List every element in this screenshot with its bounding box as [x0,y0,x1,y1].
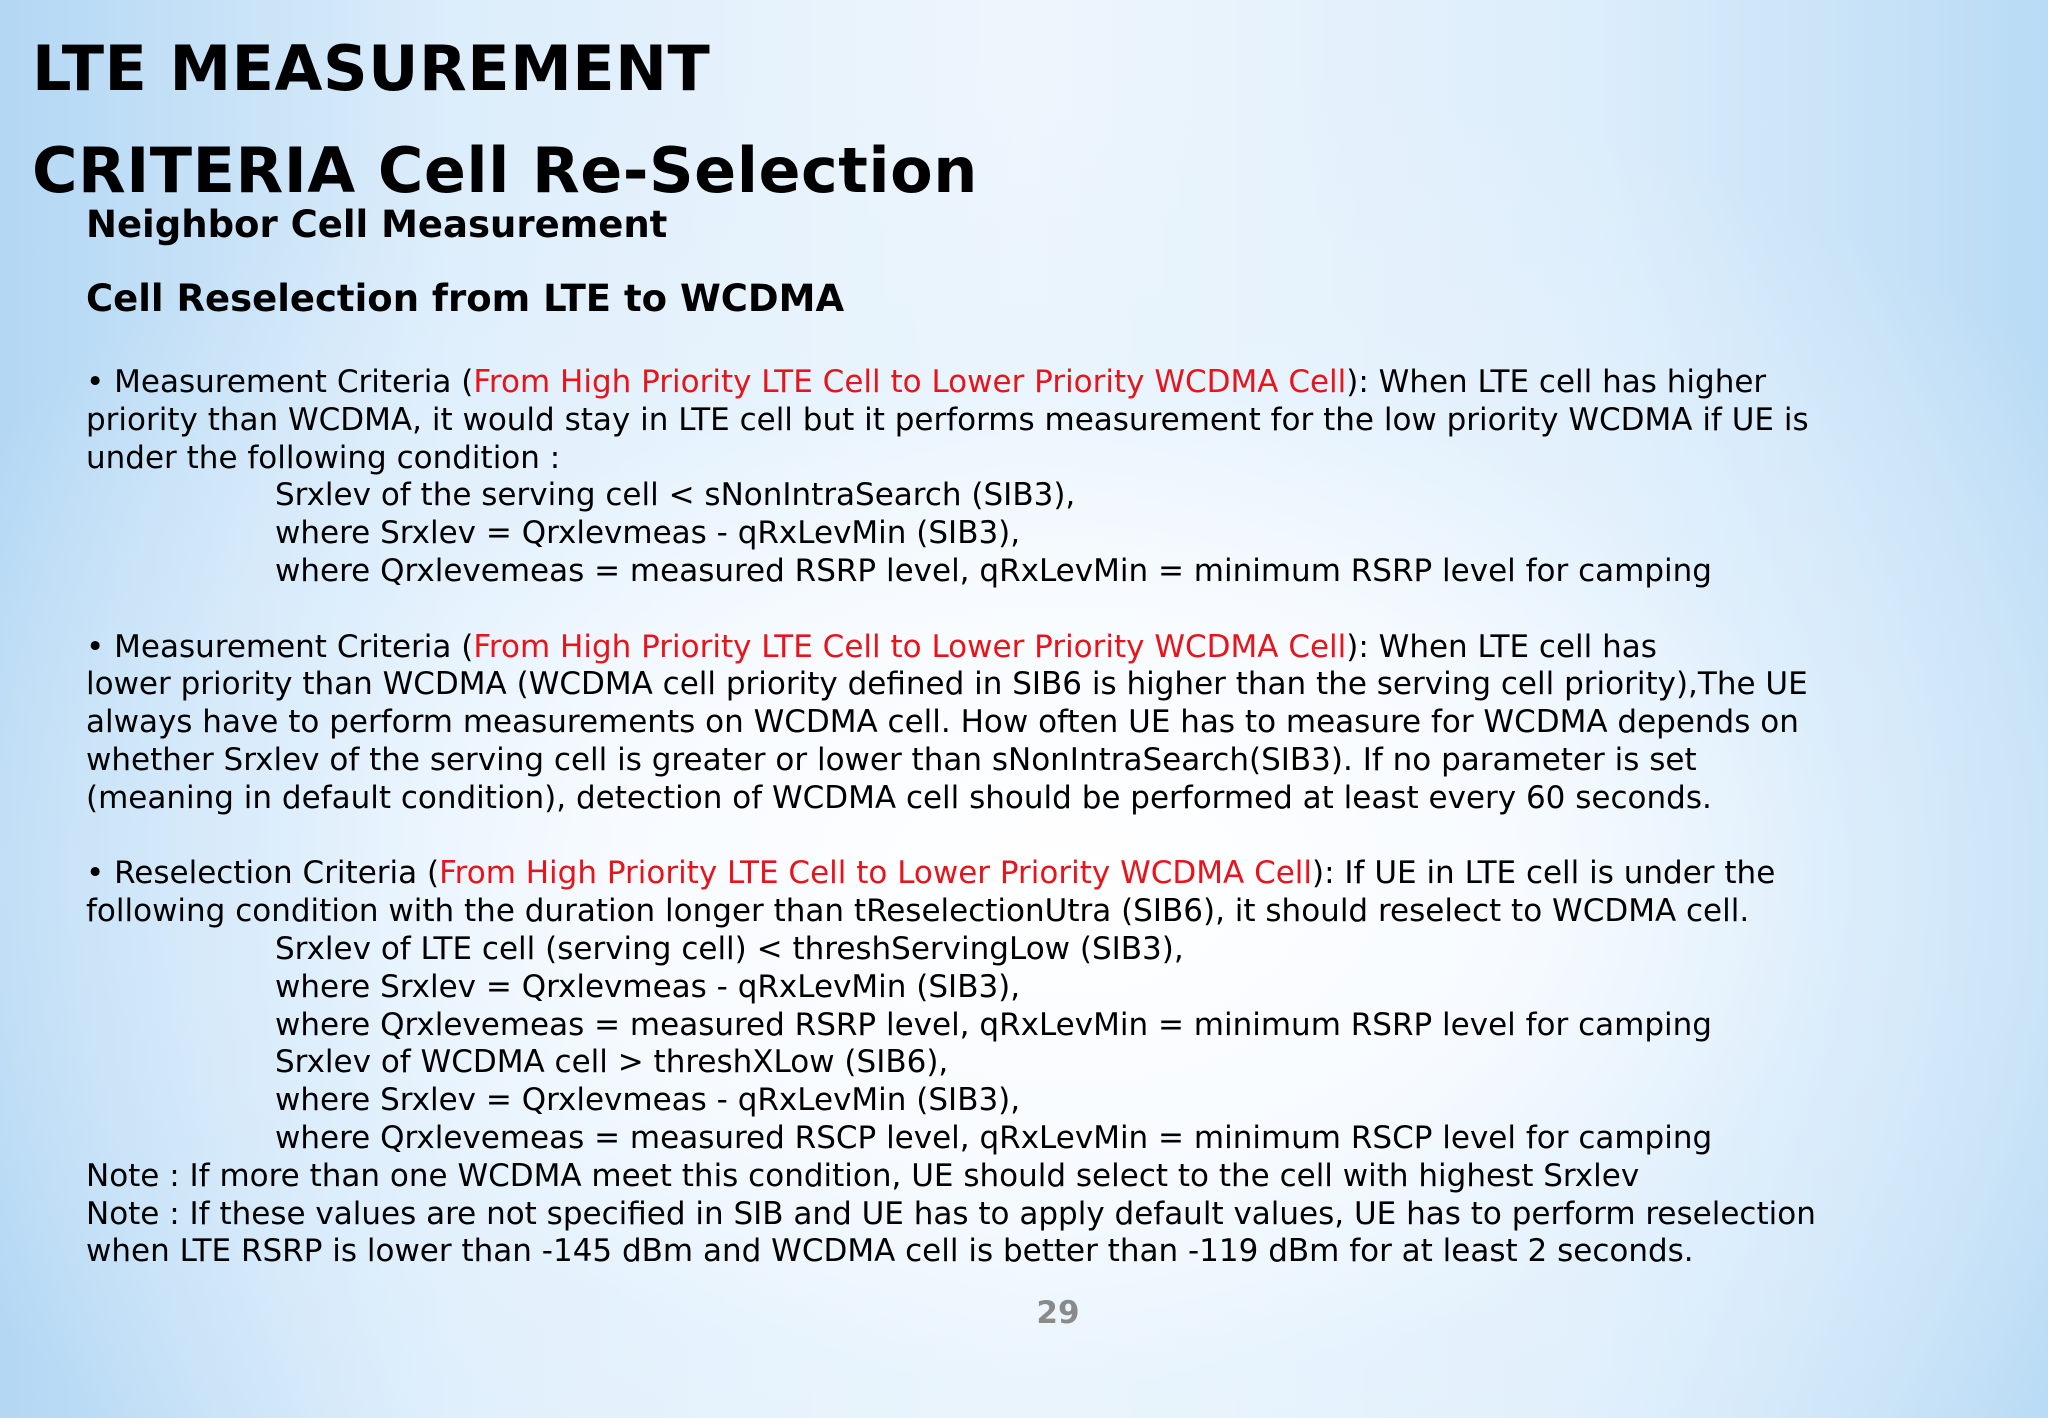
bullet-text: ): If UE in LTE cell is under the [1312,855,1776,892]
condition-line: Srxlev of WCDMA cell > threshXLow (SIB6), [275,1044,949,1081]
condition-line: where Qrxlevemeas = measured RSRP level, qRxLevMin = minimum RSRP level for camping [275,552,1712,589]
condition-line: Srxlev of the serving cell < sNonIntraSearch (SIB3), [275,477,1076,514]
text-line: (meaning in default condition), detection of WCDMA cell should be performed at least every 60 seconds. [86,779,1712,816]
bullet-line [86,855,2026,893]
text-line: whether Srxlev of the serving cell is greater or lower than sNonIntraSearch(SIB3). If no parameter is set [86,741,1697,778]
page-number: 29 [1036,1295,1080,1331]
condition-line: where Qrxlevemeas = measured RSCP level, qRxLevMin = minimum RSCP level for camping [275,1119,1713,1156]
slide-title-line-1: LTE MEASUREMENT [32,32,711,105]
bullet-text: ): When LTE cell has [1346,628,1657,665]
text-line: priority than WCDMA, it would stay in LTE cell but it performs measurement for the low priority WCDMA if UE is [86,401,1809,438]
spacer [86,591,2026,629]
note-line: Note : If these values are not specified in SIB and UE has to apply default values, UE has to perform reselection [86,1195,1816,1232]
bullet-reselection-criteria [86,855,2026,1271]
text-line: following condition with the duration longer than tReselectionUtra (SIB6), it should reselect to WCDMA cell. [86,893,1750,930]
slide-title-line-2: CRITERIA Cell Re-Selection [32,134,978,207]
text-line: under the following condition : [86,439,561,476]
condition-line: where Qrxlevemeas = measured RSRP level, qRxLevMin = minimum RSRP level for camping [275,1006,1712,1043]
note-line: Note : If more than one WCDMA meet this condition, UE should select to the cell with highest Srxlev [86,1157,1640,1194]
subtitle-cell-reselection: Cell Reselection from LTE to WCDMA [86,277,845,320]
condition-line: where Srxlev = Qrxlevmeas - qRxLevMin (SIB3), [275,515,1021,552]
text-line: always have to perform measurements on WCDMA cell. How often UE has to measure for WCDMA depends on [86,704,1799,741]
bullet-text: ): When LTE cell has higher [1346,364,1767,400]
spacer [86,818,2026,856]
highlight-text: From High Priority LTE Cell to Lower Priority WCDMA Cell [473,628,1347,665]
bullet-text: • Measurement Criteria ( [86,364,474,400]
condition-line: Srxlev of LTE cell (serving cell) < threshServingLow (SIB3), [275,930,1184,967]
slide-title [32,18,978,222]
slide-body [86,364,2026,1271]
condition-line: where Srxlev = Qrxlevmeas - qRxLevMin (SIB3), [275,968,1021,1005]
bullet-measurement-criteria-lower-priority [86,629,2026,818]
condition-line: where Srxlev = Qrxlevmeas - qRxLevMin (SIB3), [275,1082,1021,1119]
note-line: when LTE RSRP is lower than -145 dBm and WCDMA cell is better than -119 dBm for at least 2 seconds. [86,1233,1694,1270]
bullet-text: • Measurement Criteria ( [86,628,474,665]
highlight-text: From High Priority LTE Cell to Lower Priority WCDMA Cell [473,364,1347,400]
text-line: lower priority than WCDMA (WCDMA cell priority defined in SIB6 is higher than the serving cell priority),The UE [86,666,1808,703]
bullet-measurement-criteria-higher-priority [86,364,2026,591]
bullet-text: • Reselection Criteria ( [86,855,440,892]
bullet-line [86,629,2026,667]
highlight-text: From High Priority LTE Cell to Lower Priority WCDMA Cell [439,855,1313,892]
subtitle-neighbor-cell-measurement: Neighbor Cell Measurement [86,203,668,246]
bullet-line [86,364,2026,402]
